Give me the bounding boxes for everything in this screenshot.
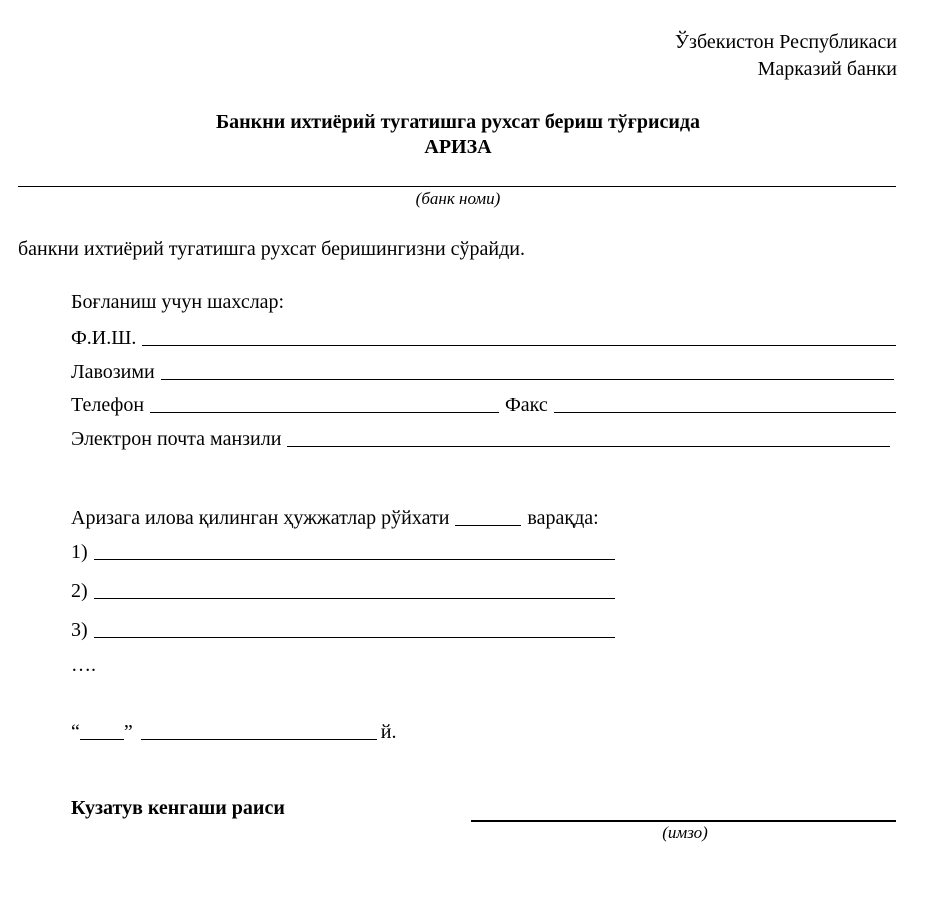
fax-row [505,389,896,417]
position-row [71,356,894,384]
attachment-field-1[interactable] [94,558,615,560]
request-text: банкни ихтиёрий тугатишга рухсат беришингизни сўрайди. [18,238,526,260]
signatory-role: Кузатув кенгаши раиси [71,797,285,819]
date-row [71,716,396,744]
attachment-number: 2) [71,580,88,602]
email-row [71,423,890,451]
position-label: Лавозими [71,361,155,383]
attachment-field-2[interactable] [94,597,615,599]
fax-field[interactable] [554,411,896,413]
attachments-heading-suffix: варақда: [527,507,599,529]
document-title: Банкни ихтиёрий тугатишга рухсат бериш тўғрисида [215,111,701,133]
fio-label: Ф.И.Ш. [71,327,137,349]
attachment-field-3[interactable] [94,636,615,638]
contacts-heading: Боғланиш учун шахслар: [71,291,285,313]
document-heading: АРИЗА [424,136,492,158]
email-label: Электрон почта манзили [71,428,282,450]
attachment-number: 3) [71,619,88,641]
signature-caption: (имзо) [662,823,708,842]
signature-line[interactable] [471,820,896,822]
attachment-number: 1) [71,541,88,563]
bank-name-line[interactable] [18,186,896,187]
sheet-count-field[interactable] [455,525,521,526]
addressee-line-2: Марказий банки [757,58,897,80]
bank-name-caption: (банк номи) [415,189,501,208]
email-field[interactable] [287,445,890,447]
position-field[interactable] [161,378,894,380]
day-field[interactable] [80,739,124,740]
attachments-ellipsis: …. [71,654,96,676]
attachment-item-3 [71,614,615,642]
phone-row [71,389,499,417]
attachments-heading: Аризага илова қилинган ҳужжатлар рўйхати [71,507,450,529]
fio-row [71,322,896,350]
fax-label: Факс [505,394,548,416]
date-open-quote: “ [71,721,80,743]
attachment-item-2 [71,575,615,603]
year-suffix: й. [380,721,397,743]
phone-label: Телефон [71,394,145,416]
addressee-line-1: Ўзбекистон Республикаси [674,31,897,53]
attachments-heading-row [71,502,599,530]
phone-field[interactable] [150,411,499,413]
month-year-field[interactable] [141,739,377,740]
date-close-quote: ” [123,721,133,743]
fio-field[interactable] [142,344,896,346]
attachment-item-1 [71,536,615,564]
